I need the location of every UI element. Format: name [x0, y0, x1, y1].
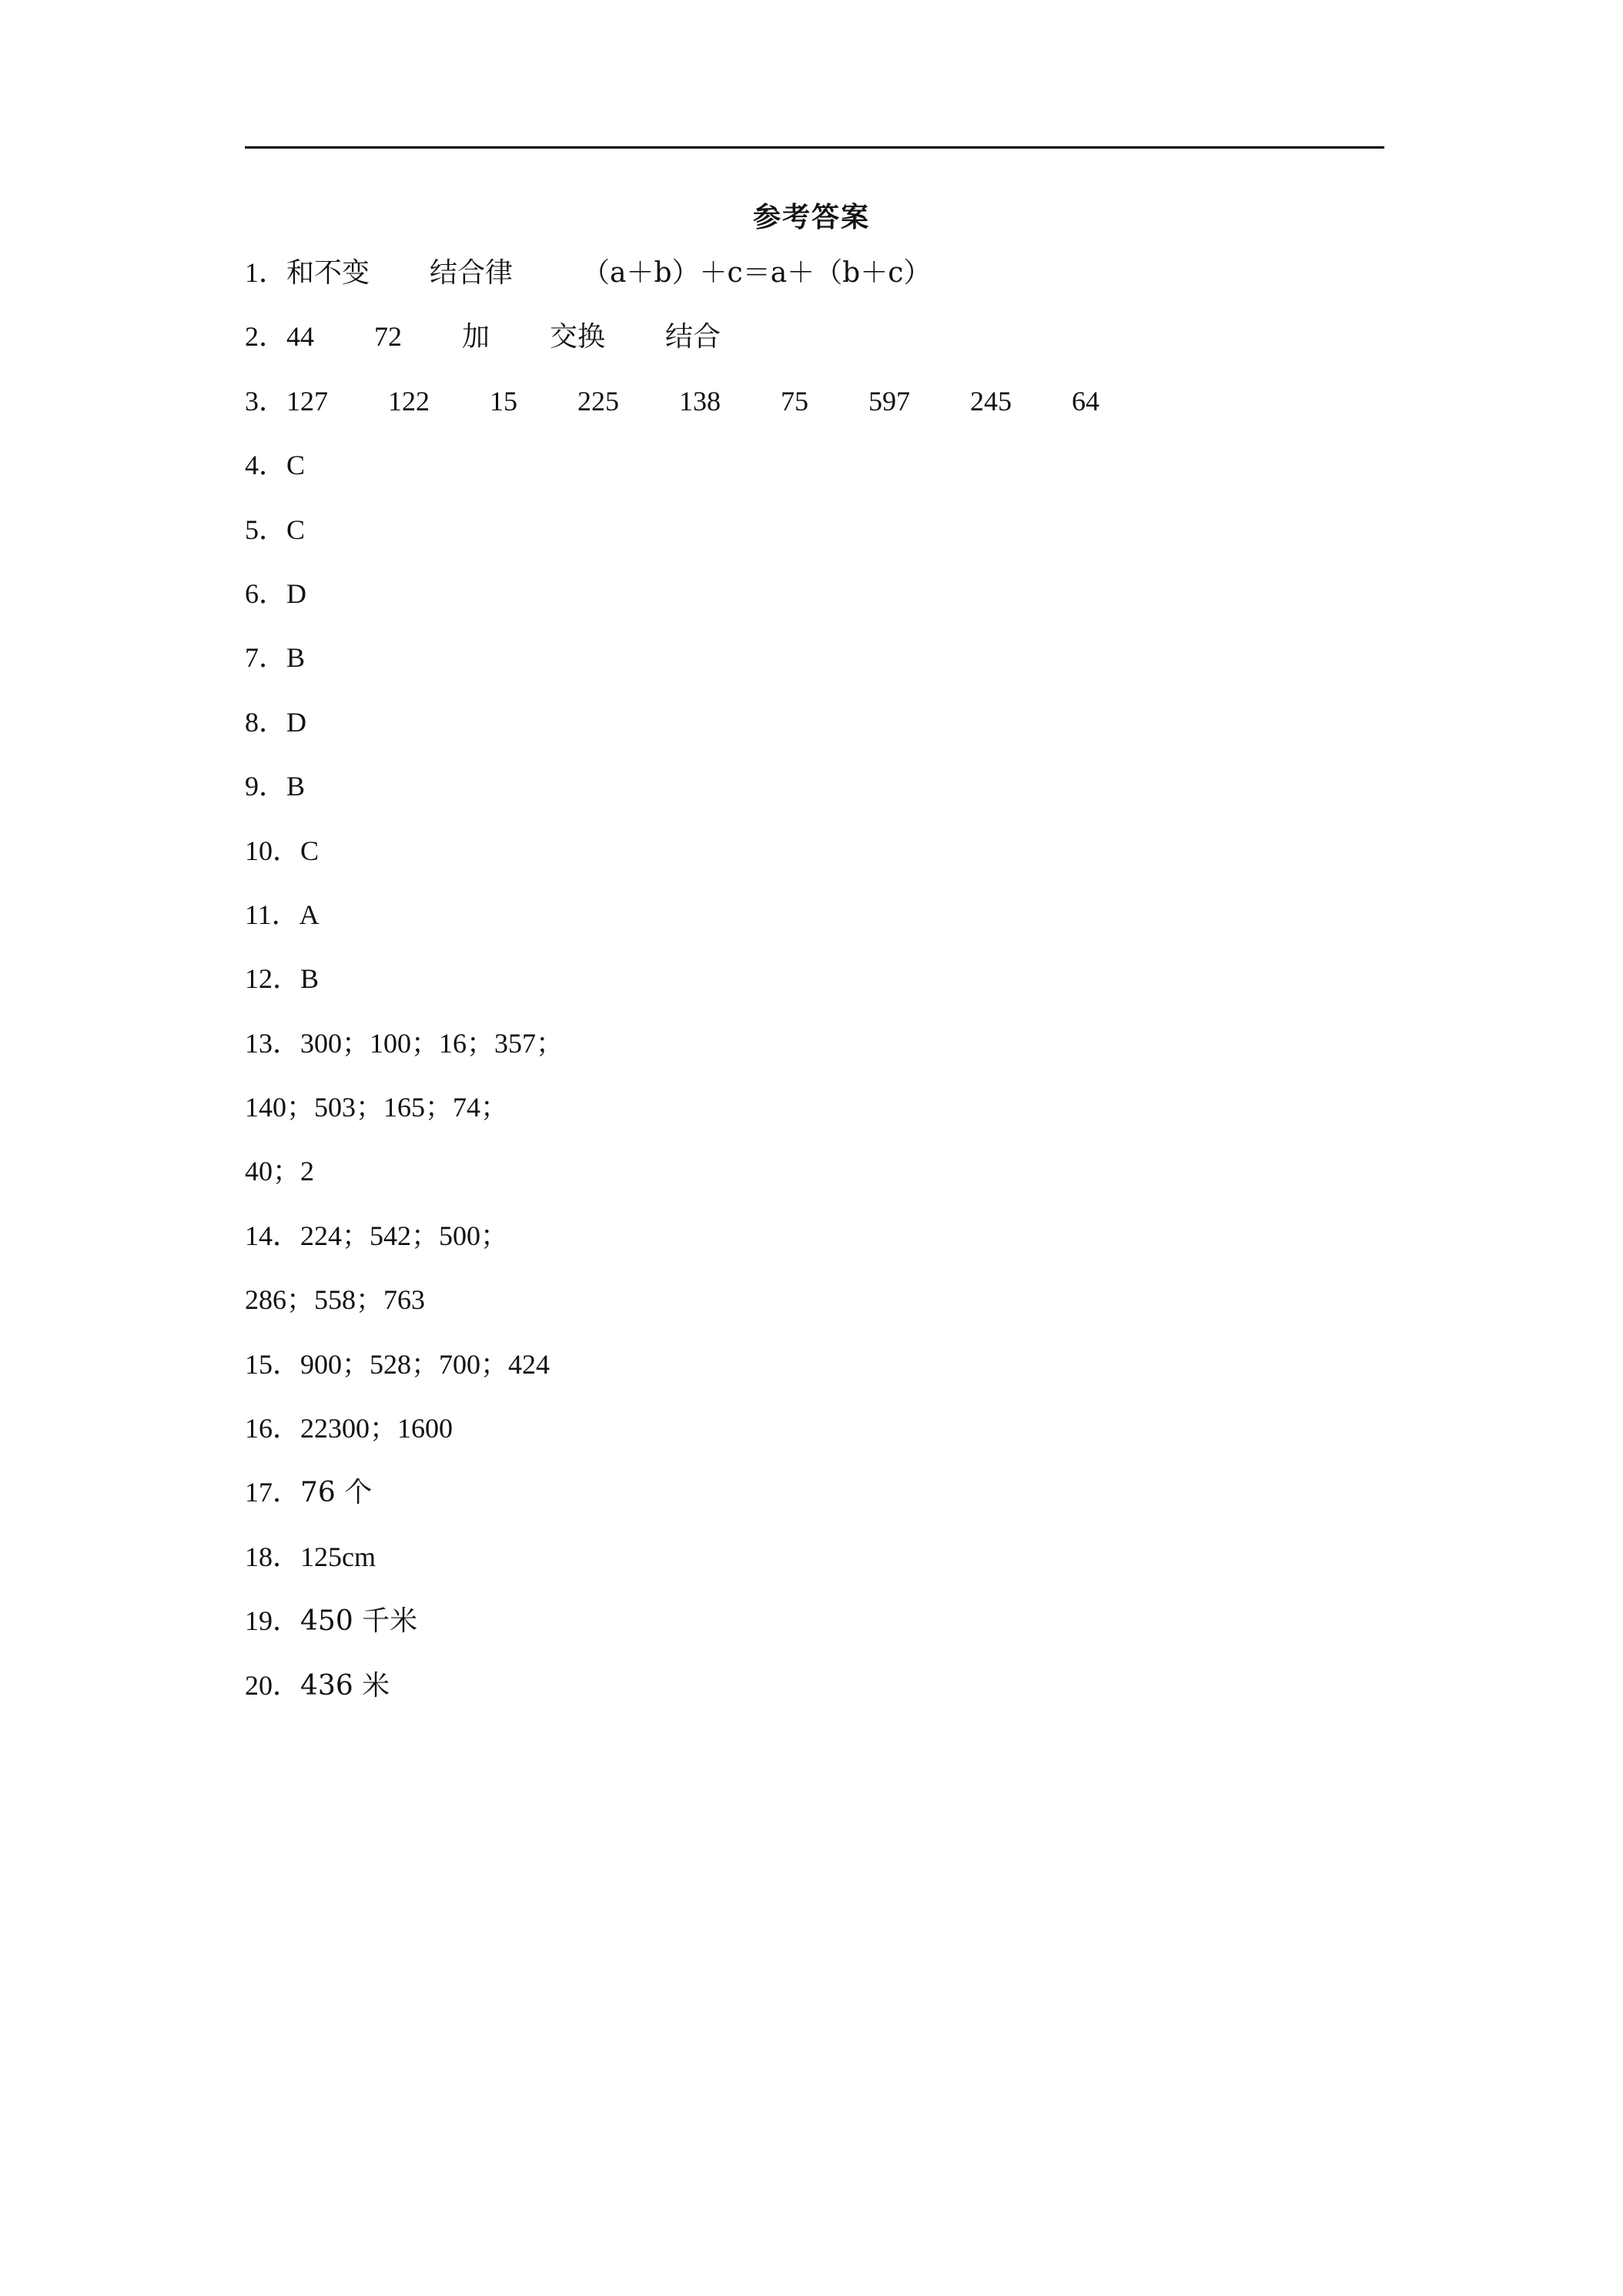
answer-line [245, 1022, 1384, 1086]
answer-value: C [286, 450, 306, 481]
answer-value: 64 [1072, 385, 1100, 417]
question-number: 19． [245, 1605, 301, 1637]
question-number: 12． [245, 963, 301, 995]
answer-value: 76 个 [300, 1477, 373, 1509]
answer-line [245, 508, 1384, 572]
answer-line [245, 443, 1384, 507]
answer-line [245, 572, 1384, 636]
answer-line [245, 1343, 1384, 1407]
answer-value: 286；558；763 [245, 1284, 426, 1316]
answer-value: 和不变 [286, 257, 370, 289]
answer-line [245, 1535, 1384, 1599]
answer-line [245, 829, 1384, 893]
answer-value: （a＋b）＋c＝a＋（b＋c） [582, 257, 932, 289]
question-number: 17． [245, 1477, 301, 1508]
answer-value: A [299, 899, 320, 930]
answer-value: 15 [490, 385, 518, 417]
answer-value: 140；503；165；74； [245, 1092, 509, 1123]
page-title: 参考答案 [752, 202, 870, 233]
answer-value: 结合律 [430, 257, 514, 289]
question-number: 7． [245, 642, 287, 674]
question-number: 15． [245, 1348, 301, 1380]
answer-line [245, 380, 1384, 443]
answer-line [245, 1407, 1384, 1471]
answer-value: 900；528；700；424 [300, 1348, 550, 1380]
answer-line [245, 1214, 1384, 1278]
answer-value: D [286, 706, 307, 738]
question-number: 4． [245, 450, 287, 481]
answer-value: 22300；1600 [300, 1413, 453, 1444]
answer-line [245, 1278, 1384, 1342]
question-number: 8． [245, 706, 287, 738]
question-number: 6． [245, 577, 287, 609]
answer-value: B [300, 963, 320, 995]
answer-line [245, 251, 1384, 315]
question-number: 13． [245, 1027, 301, 1059]
answer-value: 44 [286, 321, 315, 353]
answer-value: D [286, 577, 307, 609]
answer-line [245, 1471, 1384, 1535]
answer-line [245, 1599, 1384, 1663]
answer-value: 75 [781, 385, 809, 417]
answer-value: C [286, 514, 306, 545]
answer-line [245, 1150, 1384, 1213]
question-number: 14． [245, 1220, 301, 1251]
answer-value: 450 千米 [300, 1605, 418, 1638]
question-number: 11． [245, 899, 300, 930]
answer-value: 结合 [665, 321, 721, 353]
answer-value: 245 [970, 385, 1012, 417]
answer-value: 122 [388, 385, 430, 417]
answer-line [245, 957, 1384, 1021]
answer-value: 300；100；16；357； [300, 1027, 564, 1059]
question-number: 16． [245, 1413, 301, 1444]
answer-line [245, 765, 1384, 828]
answer-value: 40；2 [245, 1156, 315, 1187]
answer-value: 127 [286, 385, 329, 417]
answer-value: 加 [462, 321, 490, 353]
answer-value: 交换 [550, 321, 606, 353]
question-number: 3． [245, 385, 287, 417]
answer-list [245, 251, 1384, 1728]
header-rule [245, 146, 1384, 149]
question-number: 1． [245, 257, 287, 288]
answer-value: 597 [868, 385, 911, 417]
answer-value: 138 [679, 385, 721, 417]
answer-line [245, 893, 1384, 957]
answer-value: B [286, 771, 306, 802]
answer-value: 224；542；500； [300, 1220, 509, 1251]
question-number: 5． [245, 514, 287, 545]
answer-value: 125cm [300, 1541, 376, 1572]
question-number: 20． [245, 1669, 301, 1701]
answer-line [245, 315, 1384, 379]
answer-value: C [300, 835, 320, 866]
question-number: 9． [245, 771, 287, 802]
answer-value: 72 [374, 321, 403, 353]
answer-value: B [286, 642, 306, 674]
answer-line [245, 1664, 1384, 1728]
question-number: 18． [245, 1541, 301, 1572]
answer-line [245, 636, 1384, 700]
question-number: 2． [245, 321, 287, 353]
answer-value: 225 [577, 385, 620, 417]
answer-value: 436 米 [300, 1669, 390, 1702]
answer-line [245, 1086, 1384, 1150]
answer-line [245, 701, 1384, 765]
question-number: 10． [245, 835, 301, 866]
